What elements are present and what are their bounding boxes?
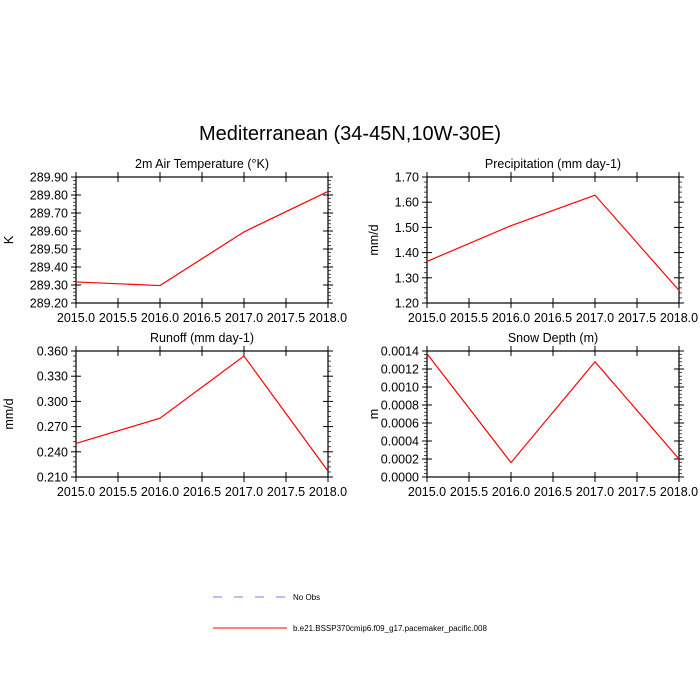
- y-tick-label: 1.70: [394, 170, 419, 185]
- panel-1: [2, 157, 347, 325]
- series-line: [427, 195, 679, 290]
- y-tick-label: 289.70: [29, 206, 68, 221]
- y-tick-label: 289.30: [29, 278, 68, 293]
- x-tick-label: 2016.0: [140, 485, 180, 499]
- y-tick-label: 0.210: [36, 470, 68, 485]
- legend-label: b.e21.BSSP370cmip6.f09_g17.pacemaker_pacific.008: [293, 624, 487, 633]
- x-tick-label: 2015.0: [407, 311, 447, 325]
- x-tick-label: 2015.5: [98, 311, 138, 325]
- y-tick-label: 0.0006: [380, 416, 419, 431]
- x-tick-label: 2015.0: [56, 485, 96, 499]
- x-tick-label: 2015.0: [56, 311, 96, 325]
- x-tick-label: 2015.5: [98, 485, 138, 499]
- x-tick-label: 2017.5: [617, 311, 657, 325]
- x-tick-label: 2015.5: [449, 311, 489, 325]
- x-tick-label: 2018.0: [308, 311, 348, 325]
- x-tick-label: 2016.0: [140, 311, 180, 325]
- y-tick-label: 289.60: [29, 224, 68, 239]
- y-axis-label: mm/d: [367, 224, 381, 256]
- plot-frame: [427, 351, 679, 477]
- series-line: [427, 354, 679, 463]
- x-tick-label: 2017.0: [224, 485, 264, 499]
- y-axis-label: m: [367, 408, 381, 420]
- y-tick-label: 1.40: [394, 246, 419, 261]
- panel-title: Runoff (mm day-1): [150, 331, 254, 345]
- x-tick-label: 2017.5: [266, 485, 306, 499]
- legend-label: No Obs: [293, 593, 321, 602]
- y-tick-label: 289.80: [29, 188, 68, 203]
- series-line: [76, 191, 328, 285]
- x-tick-label: 2017.5: [617, 485, 657, 499]
- panel-title: 2m Air Temperature (°K): [135, 157, 269, 171]
- x-tick-label: 2016.5: [533, 311, 573, 325]
- panel-3: [2, 331, 347, 499]
- y-tick-label: 289.50: [29, 242, 68, 257]
- panel-title: Snow Depth (m): [507, 331, 599, 345]
- y-tick-label: 0.360: [36, 344, 68, 359]
- y-tick-label: 289.20: [29, 296, 68, 311]
- y-tick-label: 0.0004: [380, 434, 419, 449]
- y-tick-label: 0.0012: [380, 362, 419, 377]
- y-tick-label: 0.0002: [380, 452, 419, 467]
- y-tick-label: 0.0010: [380, 380, 419, 395]
- y-tick-label: 1.20: [394, 296, 419, 311]
- y-axis-label: mm/d: [2, 398, 16, 430]
- y-tick-label: 0.0000: [380, 470, 419, 485]
- series-line: [76, 356, 328, 471]
- x-tick-label: 2016.0: [491, 311, 531, 325]
- x-tick-label: 2017.0: [224, 311, 264, 325]
- y-tick-label: 1.50: [394, 220, 419, 235]
- x-tick-label: 2018.0: [659, 485, 699, 499]
- y-tick-label: 289.40: [29, 260, 68, 275]
- y-tick-label: 0.330: [36, 369, 68, 384]
- panel-4: [367, 331, 698, 499]
- y-axis-label: K: [2, 235, 16, 245]
- x-tick-label: 2017.5: [266, 311, 306, 325]
- y-tick-label: 0.240: [36, 445, 68, 460]
- y-tick-label: 1.30: [394, 271, 419, 286]
- y-tick-label: 0.0014: [380, 344, 419, 359]
- figure-title: Mediterranean (34-45N,10W-30E): [198, 123, 502, 145]
- panel-2: [367, 157, 698, 325]
- y-tick-label: 0.300: [36, 394, 68, 409]
- panel-title: Precipitation (mm day-1): [484, 157, 622, 171]
- plot-frame: [427, 177, 679, 303]
- plot-frame: [76, 351, 328, 477]
- x-tick-label: 2015.5: [449, 485, 489, 499]
- x-tick-label: 2016.0: [491, 485, 531, 499]
- y-tick-label: 0.270: [36, 420, 68, 435]
- x-tick-label: 2016.5: [182, 485, 222, 499]
- x-tick-label: 2017.0: [575, 311, 615, 325]
- x-tick-label: 2015.0: [407, 485, 447, 499]
- y-tick-label: 1.60: [394, 195, 419, 210]
- x-tick-label: 2018.0: [659, 311, 699, 325]
- x-tick-label: 2016.5: [533, 485, 573, 499]
- x-tick-label: 2016.5: [182, 311, 222, 325]
- y-tick-label: 289.90: [29, 170, 68, 185]
- legend: [213, 593, 487, 633]
- y-tick-label: 0.0008: [380, 398, 419, 413]
- panels: [2, 157, 698, 499]
- x-tick-label: 2017.0: [575, 485, 615, 499]
- x-tick-label: 2018.0: [308, 485, 348, 499]
